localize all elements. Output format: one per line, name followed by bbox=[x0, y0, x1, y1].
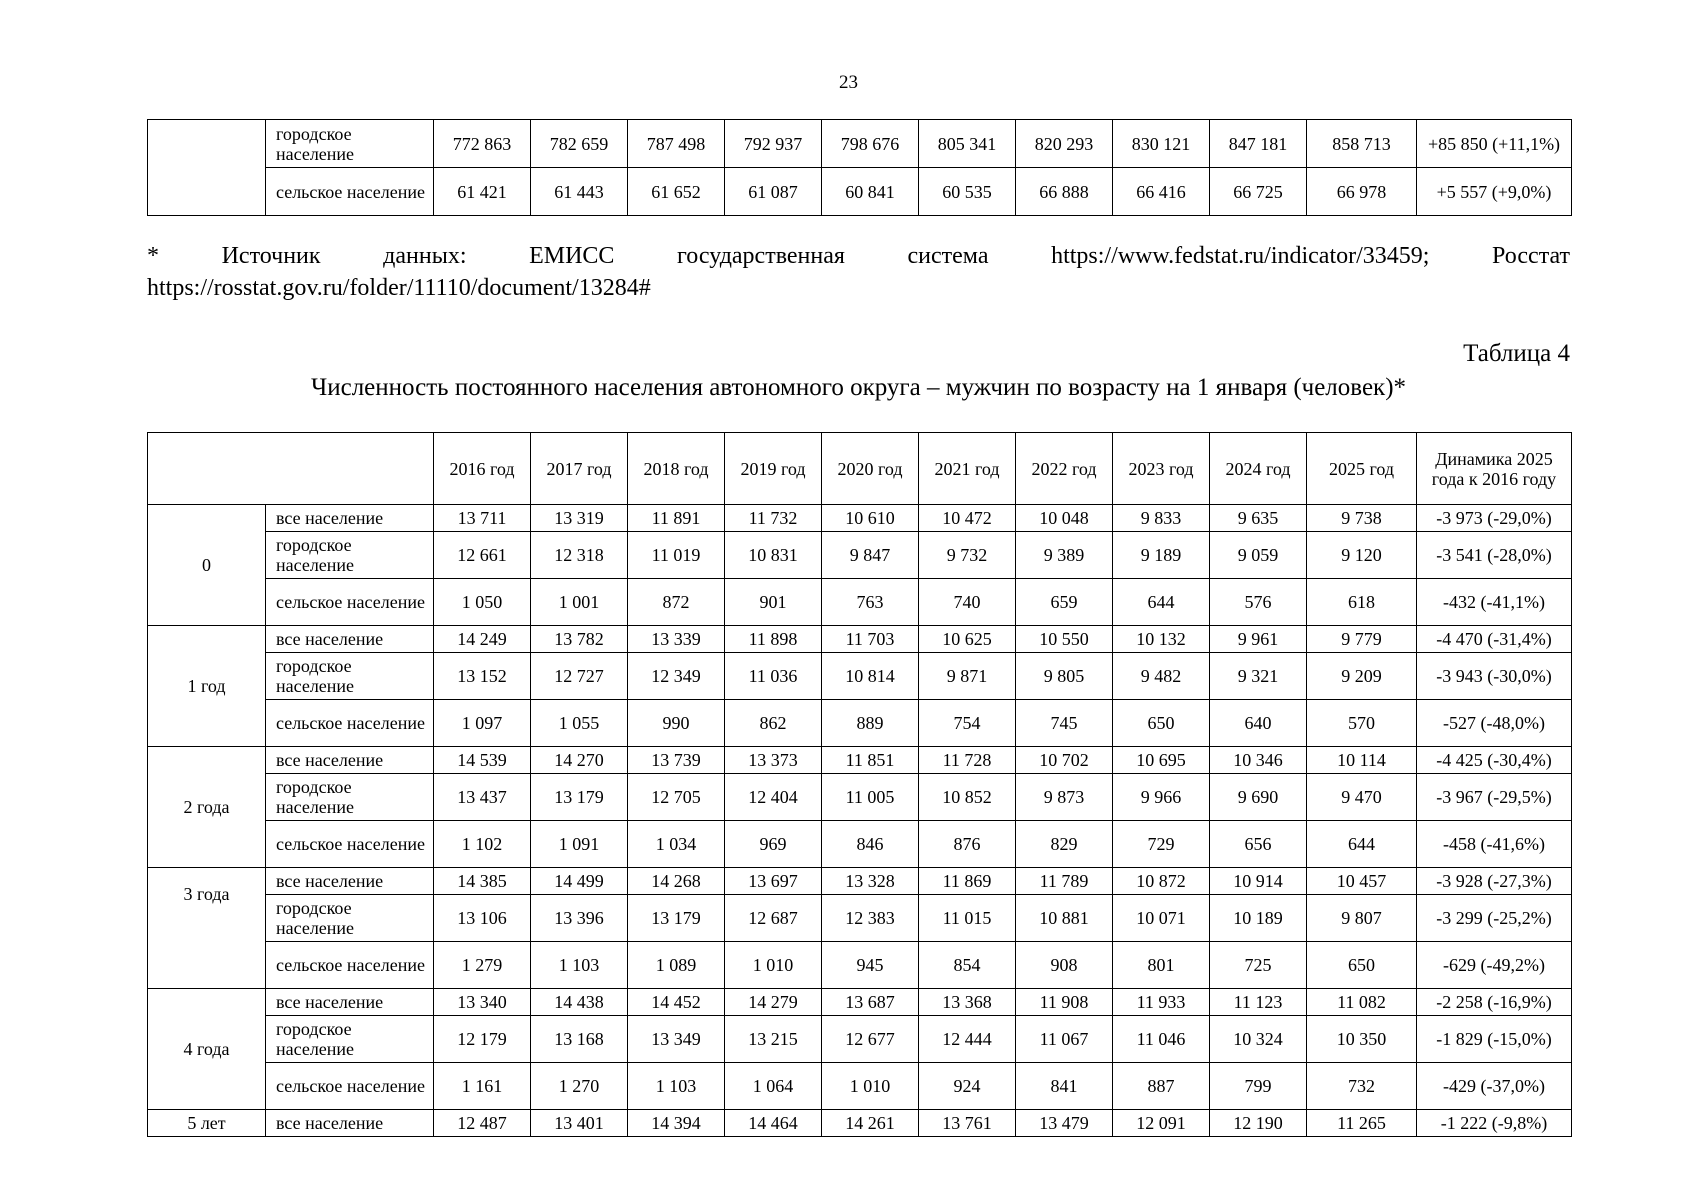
value-cell: 782 659 bbox=[531, 120, 628, 168]
value-cell: 9 871 bbox=[919, 653, 1016, 700]
value-cell: 14 464 bbox=[725, 1110, 822, 1137]
value-cell: 13 152 bbox=[434, 653, 531, 700]
value-cell: 11 036 bbox=[725, 653, 822, 700]
value-cell: 9 807 bbox=[1307, 895, 1417, 942]
dynamics-cell: -432 (-41,1%) bbox=[1417, 579, 1572, 626]
header-year: 2020 год bbox=[822, 433, 919, 505]
value-cell: 10 048 bbox=[1016, 505, 1113, 532]
dynamics-cell: -3 299 (-25,2%) bbox=[1417, 895, 1572, 942]
value-cell: 11 908 bbox=[1016, 989, 1113, 1016]
value-cell: 799 bbox=[1210, 1063, 1307, 1110]
value-cell: 969 bbox=[725, 821, 822, 868]
value-cell: 9 470 bbox=[1307, 774, 1417, 821]
value-cell: 820 293 bbox=[1016, 120, 1113, 168]
value-cell: 9 189 bbox=[1113, 532, 1210, 579]
source-note bbox=[147, 240, 1570, 304]
row-label: сельское население bbox=[266, 168, 434, 216]
dynamics-cell: +85 850 (+11,1%) bbox=[1417, 120, 1572, 168]
value-cell: 66 725 bbox=[1210, 168, 1307, 216]
value-cell: 12 179 bbox=[434, 1016, 531, 1063]
table-row bbox=[148, 700, 1572, 747]
value-cell: 862 bbox=[725, 700, 822, 747]
dynamics-cell: -3 973 (-29,0%) bbox=[1417, 505, 1572, 532]
table-row bbox=[148, 505, 1572, 532]
value-cell: 14 385 bbox=[434, 868, 531, 895]
value-cell: 732 bbox=[1307, 1063, 1417, 1110]
value-cell: 61 087 bbox=[725, 168, 822, 216]
value-cell: 725 bbox=[1210, 942, 1307, 989]
value-cell: 12 661 bbox=[434, 532, 531, 579]
value-cell: 60 841 bbox=[822, 168, 919, 216]
value-cell: 13 179 bbox=[628, 895, 725, 942]
value-cell: 9 321 bbox=[1210, 653, 1307, 700]
value-cell: 66 888 bbox=[1016, 168, 1113, 216]
table-header-row bbox=[148, 433, 1572, 505]
row-label: все население bbox=[266, 1110, 434, 1137]
value-cell: 754 bbox=[919, 700, 1016, 747]
value-cell: 13 328 bbox=[822, 868, 919, 895]
value-cell: 61 443 bbox=[531, 168, 628, 216]
value-cell: 11 933 bbox=[1113, 989, 1210, 1016]
value-cell: 11 891 bbox=[628, 505, 725, 532]
age-cell: 5 лет bbox=[148, 1110, 266, 1137]
value-cell: 66 416 bbox=[1113, 168, 1210, 216]
value-cell: 9 847 bbox=[822, 532, 919, 579]
source-note-line1: * Источник данных: ЕМИСС государственная система https://www.fedstat.ru/indicator/33459; Росстат bbox=[147, 243, 1570, 269]
value-cell: 13 761 bbox=[919, 1110, 1016, 1137]
value-cell: 14 452 bbox=[628, 989, 725, 1016]
dynamics-cell: -3 943 (-30,0%) bbox=[1417, 653, 1572, 700]
value-cell: 1 050 bbox=[434, 579, 531, 626]
value-cell: 13 215 bbox=[725, 1016, 822, 1063]
value-cell: 829 bbox=[1016, 821, 1113, 868]
value-cell: 11 703 bbox=[822, 626, 919, 653]
age-cell: 3 года bbox=[148, 868, 266, 989]
source-note-line2: https://rosstat.gov.ru/folder/11110/document/13284# bbox=[147, 275, 651, 301]
value-cell: 1 091 bbox=[531, 821, 628, 868]
value-cell: 9 635 bbox=[1210, 505, 1307, 532]
header-year: 2022 год bbox=[1016, 433, 1113, 505]
value-cell: 11 015 bbox=[919, 895, 1016, 942]
value-cell: 1 103 bbox=[531, 942, 628, 989]
value-cell: 61 652 bbox=[628, 168, 725, 216]
value-cell: 14 438 bbox=[531, 989, 628, 1016]
header-year: 2018 год bbox=[628, 433, 725, 505]
value-cell: 1 034 bbox=[628, 821, 725, 868]
dynamics-cell: -3 928 (-27,3%) bbox=[1417, 868, 1572, 895]
table-row bbox=[148, 653, 1572, 700]
value-cell: 13 396 bbox=[531, 895, 628, 942]
value-cell: 13 687 bbox=[822, 989, 919, 1016]
value-cell: 787 498 bbox=[628, 120, 725, 168]
value-cell: 1 097 bbox=[434, 700, 531, 747]
dynamics-cell: -4 425 (-30,4%) bbox=[1417, 747, 1572, 774]
table-row bbox=[148, 821, 1572, 868]
value-cell: 12 404 bbox=[725, 774, 822, 821]
value-cell: 13 437 bbox=[434, 774, 531, 821]
age-cell-empty bbox=[148, 120, 266, 216]
value-cell: 13 739 bbox=[628, 747, 725, 774]
value-cell: 10 914 bbox=[1210, 868, 1307, 895]
table-row bbox=[148, 895, 1572, 942]
value-cell: 11 005 bbox=[822, 774, 919, 821]
value-cell: 9 482 bbox=[1113, 653, 1210, 700]
value-cell: 14 499 bbox=[531, 868, 628, 895]
value-cell: 14 270 bbox=[531, 747, 628, 774]
value-cell: 801 bbox=[1113, 942, 1210, 989]
value-cell: 10 457 bbox=[1307, 868, 1417, 895]
value-cell: 872 bbox=[628, 579, 725, 626]
value-cell: 11 019 bbox=[628, 532, 725, 579]
value-cell: 11 265 bbox=[1307, 1110, 1417, 1137]
value-cell: 876 bbox=[919, 821, 1016, 868]
value-cell: 11 898 bbox=[725, 626, 822, 653]
value-cell: 60 535 bbox=[919, 168, 1016, 216]
dynamics-cell: -2 258 (-16,9%) bbox=[1417, 989, 1572, 1016]
value-cell: 13 401 bbox=[531, 1110, 628, 1137]
value-cell: 12 318 bbox=[531, 532, 628, 579]
continued-table bbox=[147, 119, 1572, 216]
value-cell: 12 383 bbox=[822, 895, 919, 942]
value-cell: 945 bbox=[822, 942, 919, 989]
table-title: Численность постоянного населения автономного округа – мужчин по возрасту на 1 января (человек)* bbox=[310, 374, 1407, 401]
value-cell: 9 738 bbox=[1307, 505, 1417, 532]
value-cell: 10 114 bbox=[1307, 747, 1417, 774]
value-cell: 12 349 bbox=[628, 653, 725, 700]
value-cell: 772 863 bbox=[434, 120, 531, 168]
value-cell: 14 268 bbox=[628, 868, 725, 895]
value-cell: 10 610 bbox=[822, 505, 919, 532]
value-cell: 9 966 bbox=[1113, 774, 1210, 821]
table-row bbox=[148, 168, 1572, 216]
population-table bbox=[147, 432, 1572, 1137]
value-cell: 13 373 bbox=[725, 747, 822, 774]
dynamics-cell: -629 (-49,2%) bbox=[1417, 942, 1572, 989]
value-cell: 889 bbox=[822, 700, 919, 747]
value-cell: 10 702 bbox=[1016, 747, 1113, 774]
row-label: городское население bbox=[266, 532, 434, 579]
value-cell: 830 121 bbox=[1113, 120, 1210, 168]
value-cell: 1 103 bbox=[628, 1063, 725, 1110]
row-label: все население bbox=[266, 626, 434, 653]
value-cell: 9 690 bbox=[1210, 774, 1307, 821]
value-cell: 644 bbox=[1113, 579, 1210, 626]
dynamics-cell: +5 557 (+9,0%) bbox=[1417, 168, 1572, 216]
row-label: все население bbox=[266, 505, 434, 532]
table-row bbox=[148, 120, 1572, 168]
value-cell: 10 625 bbox=[919, 626, 1016, 653]
value-cell: 745 bbox=[1016, 700, 1113, 747]
dynamics-cell: -1 222 (-9,8%) bbox=[1417, 1110, 1572, 1137]
row-label: все население bbox=[266, 868, 434, 895]
value-cell: 10 872 bbox=[1113, 868, 1210, 895]
value-cell: 11 732 bbox=[725, 505, 822, 532]
value-cell: 908 bbox=[1016, 942, 1113, 989]
value-cell: 656 bbox=[1210, 821, 1307, 868]
value-cell: 1 010 bbox=[725, 942, 822, 989]
row-label: сельское население bbox=[266, 700, 434, 747]
age-cell: 1 год bbox=[148, 626, 266, 747]
value-cell: 10 071 bbox=[1113, 895, 1210, 942]
value-cell: 9 059 bbox=[1210, 532, 1307, 579]
value-cell: 854 bbox=[919, 942, 1016, 989]
value-cell: 924 bbox=[919, 1063, 1016, 1110]
row-label: городское население bbox=[266, 653, 434, 700]
value-cell: 1 001 bbox=[531, 579, 628, 626]
row-label: все население bbox=[266, 747, 434, 774]
page-number: 23 bbox=[839, 72, 858, 93]
value-cell: 13 168 bbox=[531, 1016, 628, 1063]
row-label: сельское население bbox=[266, 579, 434, 626]
value-cell: 13 711 bbox=[434, 505, 531, 532]
value-cell: 9 805 bbox=[1016, 653, 1113, 700]
value-cell: 14 394 bbox=[628, 1110, 725, 1137]
header-year: 2019 год bbox=[725, 433, 822, 505]
value-cell: 11 869 bbox=[919, 868, 1016, 895]
value-cell: 11 851 bbox=[822, 747, 919, 774]
value-cell: 10 132 bbox=[1113, 626, 1210, 653]
value-cell: 11 082 bbox=[1307, 989, 1417, 1016]
dynamics-cell: -3 967 (-29,5%) bbox=[1417, 774, 1572, 821]
value-cell: 13 106 bbox=[434, 895, 531, 942]
value-cell: 66 978 bbox=[1307, 168, 1417, 216]
value-cell: 576 bbox=[1210, 579, 1307, 626]
value-cell: 740 bbox=[919, 579, 1016, 626]
value-cell: 12 444 bbox=[919, 1016, 1016, 1063]
value-cell: 9 873 bbox=[1016, 774, 1113, 821]
value-cell: 798 676 bbox=[822, 120, 919, 168]
value-cell: 13 349 bbox=[628, 1016, 725, 1063]
value-cell: 1 279 bbox=[434, 942, 531, 989]
value-cell: 13 782 bbox=[531, 626, 628, 653]
age-cell: 4 года bbox=[148, 989, 266, 1110]
value-cell: 1 064 bbox=[725, 1063, 822, 1110]
value-cell: 9 833 bbox=[1113, 505, 1210, 532]
row-label: городское население bbox=[266, 774, 434, 821]
value-cell: 570 bbox=[1307, 700, 1417, 747]
value-cell: 847 181 bbox=[1210, 120, 1307, 168]
header-year: 2025 год bbox=[1307, 433, 1417, 505]
value-cell: 12 190 bbox=[1210, 1110, 1307, 1137]
value-cell: 10 881 bbox=[1016, 895, 1113, 942]
dynamics-cell: -3 541 (-28,0%) bbox=[1417, 532, 1572, 579]
value-cell: 13 479 bbox=[1016, 1110, 1113, 1137]
age-cell: 2 года bbox=[148, 747, 266, 868]
value-cell: 13 340 bbox=[434, 989, 531, 1016]
value-cell: 11 789 bbox=[1016, 868, 1113, 895]
value-cell: 13 697 bbox=[725, 868, 822, 895]
table-row bbox=[148, 579, 1572, 626]
value-cell: 11 067 bbox=[1016, 1016, 1113, 1063]
value-cell: 901 bbox=[725, 579, 822, 626]
table-row bbox=[148, 532, 1572, 579]
table-row bbox=[148, 1110, 1572, 1137]
row-label: городское население bbox=[266, 120, 434, 168]
value-cell: 1 010 bbox=[822, 1063, 919, 1110]
value-cell: 10 472 bbox=[919, 505, 1016, 532]
header-year: 2024 год bbox=[1210, 433, 1307, 505]
value-cell: 1 102 bbox=[434, 821, 531, 868]
row-label: сельское население bbox=[266, 1063, 434, 1110]
value-cell: 618 bbox=[1307, 579, 1417, 626]
value-cell: 1 089 bbox=[628, 942, 725, 989]
value-cell: 9 389 bbox=[1016, 532, 1113, 579]
dynamics-cell: -458 (-41,6%) bbox=[1417, 821, 1572, 868]
header-year: 2017 год bbox=[531, 433, 628, 505]
value-cell: 10 324 bbox=[1210, 1016, 1307, 1063]
value-cell: 10 346 bbox=[1210, 747, 1307, 774]
value-cell: 13 339 bbox=[628, 626, 725, 653]
value-cell: 9 779 bbox=[1307, 626, 1417, 653]
value-cell: 12 487 bbox=[434, 1110, 531, 1137]
value-cell: 12 727 bbox=[531, 653, 628, 700]
table-row bbox=[148, 1063, 1572, 1110]
row-label: сельское население bbox=[266, 821, 434, 868]
value-cell: 729 bbox=[1113, 821, 1210, 868]
table-row bbox=[148, 942, 1572, 989]
value-cell: 10 350 bbox=[1307, 1016, 1417, 1063]
value-cell: 659 bbox=[1016, 579, 1113, 626]
value-cell: 10 189 bbox=[1210, 895, 1307, 942]
row-label: городское население bbox=[266, 895, 434, 942]
table-row bbox=[148, 868, 1572, 895]
value-cell: 10 695 bbox=[1113, 747, 1210, 774]
value-cell: 846 bbox=[822, 821, 919, 868]
row-label: все население bbox=[266, 989, 434, 1016]
value-cell: 9 732 bbox=[919, 532, 1016, 579]
value-cell: 9 961 bbox=[1210, 626, 1307, 653]
value-cell: 644 bbox=[1307, 821, 1417, 868]
header-dynamics: Динамика 2025 года к 2016 году bbox=[1417, 433, 1572, 505]
value-cell: 990 bbox=[628, 700, 725, 747]
value-cell: 858 713 bbox=[1307, 120, 1417, 168]
table-row bbox=[148, 989, 1572, 1016]
value-cell: 12 687 bbox=[725, 895, 822, 942]
value-cell: 13 319 bbox=[531, 505, 628, 532]
value-cell: 10 550 bbox=[1016, 626, 1113, 653]
value-cell: 14 279 bbox=[725, 989, 822, 1016]
value-cell: 1 055 bbox=[531, 700, 628, 747]
age-cell: 0 bbox=[148, 505, 266, 626]
table-row bbox=[148, 1016, 1572, 1063]
value-cell: 1 270 bbox=[531, 1063, 628, 1110]
header-year: 2023 год bbox=[1113, 433, 1210, 505]
value-cell: 61 421 bbox=[434, 168, 531, 216]
value-cell: 763 bbox=[822, 579, 919, 626]
value-cell: 640 bbox=[1210, 700, 1307, 747]
value-cell: 10 814 bbox=[822, 653, 919, 700]
value-cell: 9 209 bbox=[1307, 653, 1417, 700]
value-cell: 10 831 bbox=[725, 532, 822, 579]
value-cell: 11 046 bbox=[1113, 1016, 1210, 1063]
value-cell: 792 937 bbox=[725, 120, 822, 168]
table-label: Таблица 4 bbox=[1463, 340, 1570, 367]
dynamics-cell: -1 829 (-15,0%) bbox=[1417, 1016, 1572, 1063]
value-cell: 887 bbox=[1113, 1063, 1210, 1110]
value-cell: 841 bbox=[1016, 1063, 1113, 1110]
value-cell: 11 728 bbox=[919, 747, 1016, 774]
value-cell: 12 091 bbox=[1113, 1110, 1210, 1137]
value-cell: 805 341 bbox=[919, 120, 1016, 168]
table-row bbox=[148, 774, 1572, 821]
header-year: 2016 год bbox=[434, 433, 531, 505]
header-year: 2021 год bbox=[919, 433, 1016, 505]
value-cell: 14 249 bbox=[434, 626, 531, 653]
dynamics-cell: -527 (-48,0%) bbox=[1417, 700, 1572, 747]
value-cell: 14 539 bbox=[434, 747, 531, 774]
value-cell: 13 179 bbox=[531, 774, 628, 821]
value-cell: 1 161 bbox=[434, 1063, 531, 1110]
value-cell: 650 bbox=[1307, 942, 1417, 989]
header-empty-cell bbox=[148, 433, 434, 505]
dynamics-cell: -429 (-37,0%) bbox=[1417, 1063, 1572, 1110]
row-label: сельское население bbox=[266, 942, 434, 989]
table-row bbox=[148, 626, 1572, 653]
value-cell: 12 705 bbox=[628, 774, 725, 821]
value-cell: 12 677 bbox=[822, 1016, 919, 1063]
value-cell: 14 261 bbox=[822, 1110, 919, 1137]
value-cell: 10 852 bbox=[919, 774, 1016, 821]
dynamics-cell: -4 470 (-31,4%) bbox=[1417, 626, 1572, 653]
row-label: городское население bbox=[266, 1016, 434, 1063]
value-cell: 11 123 bbox=[1210, 989, 1307, 1016]
table-row bbox=[148, 747, 1572, 774]
value-cell: 650 bbox=[1113, 700, 1210, 747]
value-cell: 13 368 bbox=[919, 989, 1016, 1016]
value-cell: 9 120 bbox=[1307, 532, 1417, 579]
